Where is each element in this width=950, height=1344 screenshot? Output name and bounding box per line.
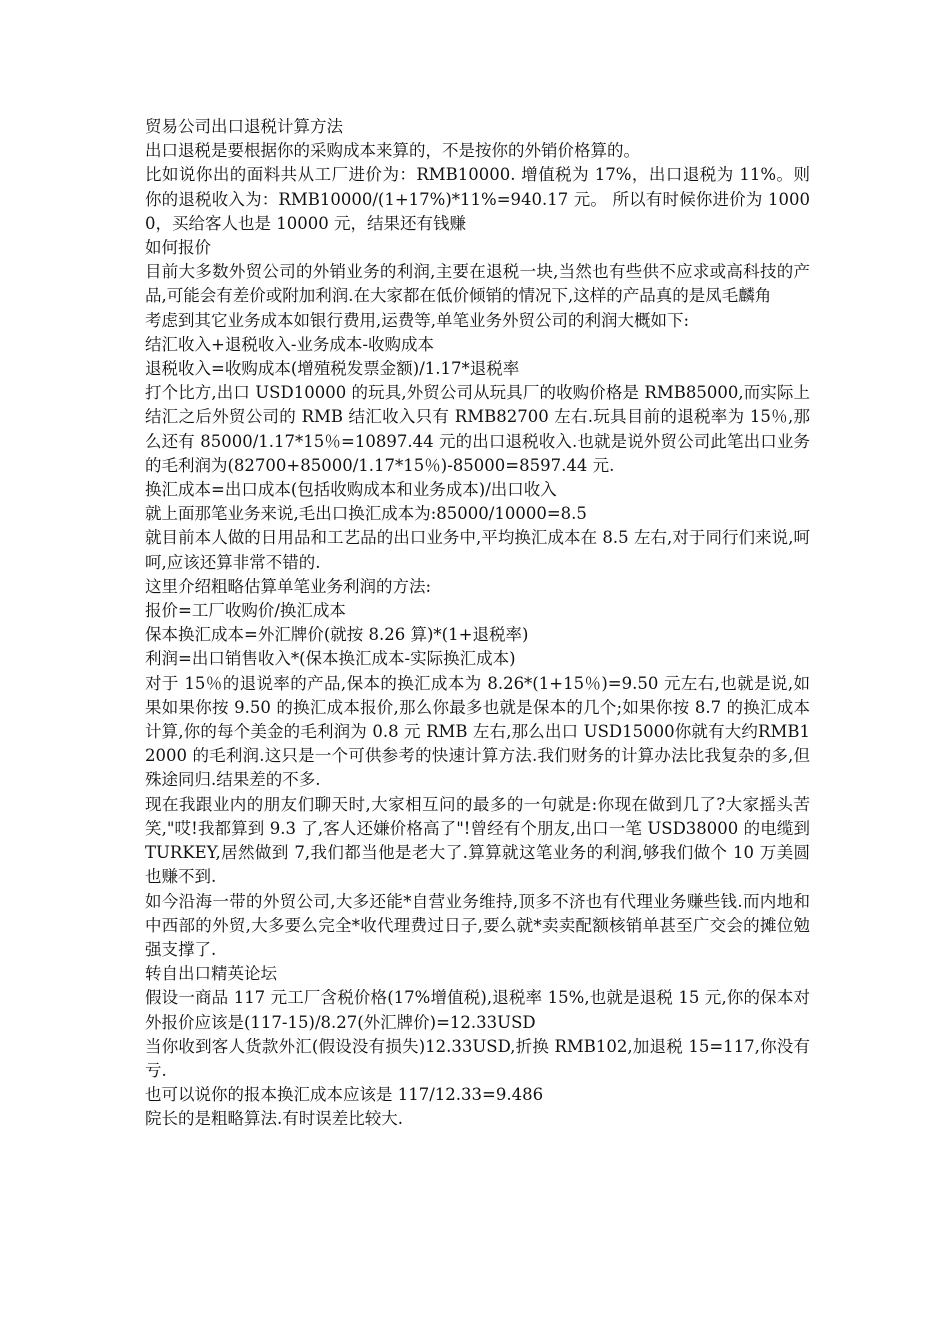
formula-line: 报价=工厂收购价/换汇成本 (145, 601, 346, 621)
paragraph: 对于 15％的退说率的产品,保本的换汇成本为 8.26*(1+15％)=9.50 元左右,也就是说,如果如果你按 9.50 的换汇成本报价,那么你最多也就是保本的几个;如果你按 8.7 的换汇成本计算,你的每个美金的毛利润为 0.8 元 RMB 左右,那么出口 USD15000你就有大约RMB12000 的毛利润.这只是一个可供参考的快速计算方法.我们财务的计算办法比我复杂的多,但殊途同归.结果差的不多. (145, 673, 810, 790)
paragraph: 就上面那笔业务来说,毛出口换汇成本为:85000/10000=8.5 (145, 504, 587, 524)
section-heading: 如何报价 (145, 238, 211, 258)
paragraph: 考虑到其它业务成本如银行费用,运费等,单笔业务外贸公司的利润大概如下: (145, 310, 690, 330)
formula-line: 利润=出口销售收入*(保本换汇成本-实际换汇成本) (145, 649, 516, 669)
paragraph: 现在我跟业内的朋友们聊天时,大家相互问的最多的一句就是:你现在做到几了?大家摇头苦笑,"哎!我都算到 9.3 了,客人还嫌价格高了"!曾经有个朋友,出口一笔 USD38000 的电缆到 TURKEY,居然做到 7,我们都当他是老大了.算算就这笔业务的利润,够我们做个 10 万美圆也赚不到. (145, 794, 810, 887)
formula-line: 结汇收入+退税收入-业务成本-收购成本 (145, 334, 434, 354)
paragraph: 打个比方,出口 USD10000 的玩具,外贸公司从玩具厂的收购价格是 RMB85000,而实际上结汇之后外贸公司的 RMB 结汇收入只有 RMB82700 左右.玩具目前的退税率为 15％,那么还有 85000/1.17*15％=10897.44 元的出口退税收入.也就是说外贸公司此笔出口业务的毛利润为(82700+85000/1.17*15％)-85000=8597.44 元. (145, 383, 810, 475)
paragraph: 就目前本人做的日用品和工艺品的出口业务中,平均换汇成本在 8.5 左右,对于同行们来说,呵呵,应该还算非常不错的. (145, 528, 810, 572)
paragraph: 也可以说你的报本换汇成本应该是 117/12.33=9.486 (145, 1085, 544, 1105)
paragraph: 这里介绍粗略估算单笔业务利润的方法: (145, 576, 432, 596)
paragraph: 比如说你出的面料共从工厂进价为：RMB10000. 增值税为 17%，出口退税为 11%。则你的退税收入为：RMB10000/(1+17%)*11%=940.17 元。 所以有时候你进价为 10000，买给客人也是 10000 元，结果还有钱赚 (145, 165, 810, 233)
formula-line: 换汇成本=出口成本(包括收购成本和业务成本)/出口收入 (145, 480, 557, 500)
paragraph: 院长的是粗略算法.有时误差比较大. (145, 1109, 403, 1129)
formula-line: 保本换汇成本=外汇牌价(就按 8.26 算)*(1+退税率) (145, 625, 529, 645)
paragraph: 目前大多数外贸公司的外销业务的利润,主要在退税一块,当然也有些供不应求或高科技的产品,可能会有差价或附加利润.在大家都在低价倾销的情况下,这样的产品真的是凤毛麟角 (145, 262, 810, 306)
paragraph: 假设一商品 117 元工厂含税价格(17%增值税),退税率 15%,也就是退税 15 元,你的保本对外报价应该是(117-15)/8.27(外汇牌价)=12.33USD (145, 988, 810, 1032)
document-body (145, 115, 810, 1132)
paragraph: 当你收到客人货款外汇(假设没有损失)12.33USD,折换 RMB102,加退税 15=117,你没有亏. (145, 1036, 810, 1080)
paragraph: 如今沿海一带的外贸公司,大多还能*自营业务维持,顶多不济也有代理业务赚些钱.而内地和中西部的外贸,大多要么完全*收代理费过日子,要么就*卖卖配额核销单甚至广交会的摊位勉强支撑了. (145, 891, 810, 959)
paragraph: 出口退税是要根据你的采购成本来算的，不是按你的外销价格算的。 (145, 141, 640, 161)
source-note: 转自出口精英论坛 (145, 964, 277, 984)
formula-line: 退税收入=收购成本(增殖税发票金额)/1.17*退税率 (145, 359, 520, 379)
document-title: 贸易公司出口退税计算方法 (145, 117, 343, 136)
